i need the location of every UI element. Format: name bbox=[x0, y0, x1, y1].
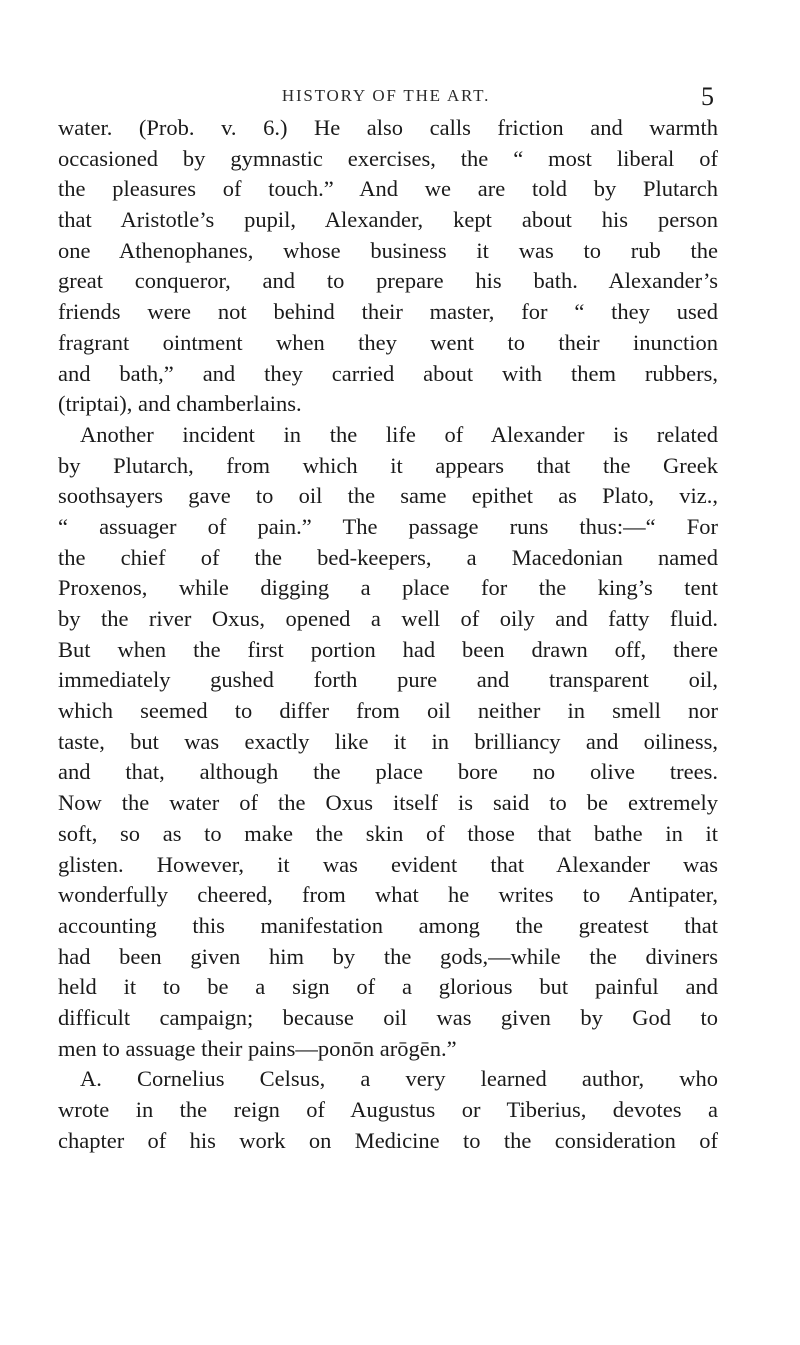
text-line: fragrant ointment when they went to their inunction bbox=[58, 329, 718, 355]
text-line: one Athenophanes, whose business it was to rub the bbox=[58, 237, 718, 263]
text-line: soft, so as to make the skin of those that bathe in it bbox=[58, 820, 718, 846]
text-line: had been given him by the gods,—while the diviners bbox=[58, 943, 718, 969]
text-line: held it to be a sign of a glorious but painful and bbox=[58, 974, 718, 1000]
text-line: which seemed to differ from oil neither in smell nor bbox=[58, 698, 718, 724]
text-line: friends were not behind their master, for “ they used bbox=[58, 299, 718, 325]
text-line: by Plutarch, from which it appears that the Greek bbox=[58, 452, 718, 478]
text-line: chapter of his work on Medicine to the consideration of bbox=[58, 1127, 718, 1153]
text-line: men to assuage their pains—ponōn arōgēn.” bbox=[58, 1035, 457, 1061]
text-line: that Aristotle’s pupil, Alexander, kept about his person bbox=[58, 207, 718, 233]
text-line: (triptai), and chamberlains. bbox=[58, 391, 302, 417]
text-line: and bath,” and they carried about with them rubbers, bbox=[58, 360, 718, 386]
text-line: and that, although the place bore no olive trees. bbox=[58, 759, 718, 785]
text-line: taste, but was exactly like it in brilliancy and oiliness, bbox=[58, 728, 718, 754]
page-header bbox=[58, 82, 714, 116]
text-line: difficult campaign; because oil was given by God to bbox=[58, 1004, 718, 1030]
running-head: HISTORY OF THE ART. bbox=[281, 86, 491, 105]
text-line: wrote in the reign of Augustus or Tiberius, devotes a bbox=[58, 1097, 718, 1122]
text-line: Proxenos, while digging a place for the king’s tent bbox=[58, 575, 718, 601]
text-line: the chief of the bed-keepers, a Macedonian named bbox=[58, 544, 718, 570]
text-line: Another incident in the life of Alexander is related bbox=[80, 421, 718, 447]
text-line: by the river Oxus, opened a well of oily and fatty fluid. bbox=[58, 606, 718, 631]
text-line: water. (Prob. v. 6.) He also calls friction and warmth bbox=[58, 115, 718, 140]
text-line: “ assuager of pain.” The passage runs thus:—“ For bbox=[58, 513, 718, 539]
body-text bbox=[58, 113, 718, 1156]
page-number: 5 bbox=[701, 82, 714, 111]
text-line: occasioned by gymnastic exercises, the “ most liberal of bbox=[58, 145, 718, 171]
text-line: glisten. However, it was evident that Alexander was bbox=[58, 851, 718, 877]
text-line: Now the water of the Oxus itself is said to be extremely bbox=[58, 790, 718, 816]
text-line: immediately gushed forth pure and transparent oil, bbox=[58, 667, 718, 693]
text-line: accounting this manifestation among the greatest that bbox=[58, 912, 718, 938]
text-line: great conqueror, and to prepare his bath. Alexander’s bbox=[58, 268, 718, 294]
text-line: But when the first portion had been drawn off, there bbox=[58, 636, 718, 662]
text-line: A. Cornelius Celsus, a very learned author, who bbox=[80, 1066, 718, 1092]
text-line: the pleasures of touch.” And we are told by Plutarch bbox=[58, 176, 718, 202]
text-line: wonderfully cheered, from what he writes to Antipater, bbox=[58, 882, 718, 908]
text-line: soothsayers gave to oil the same epithet as Plato, viz., bbox=[58, 483, 718, 509]
